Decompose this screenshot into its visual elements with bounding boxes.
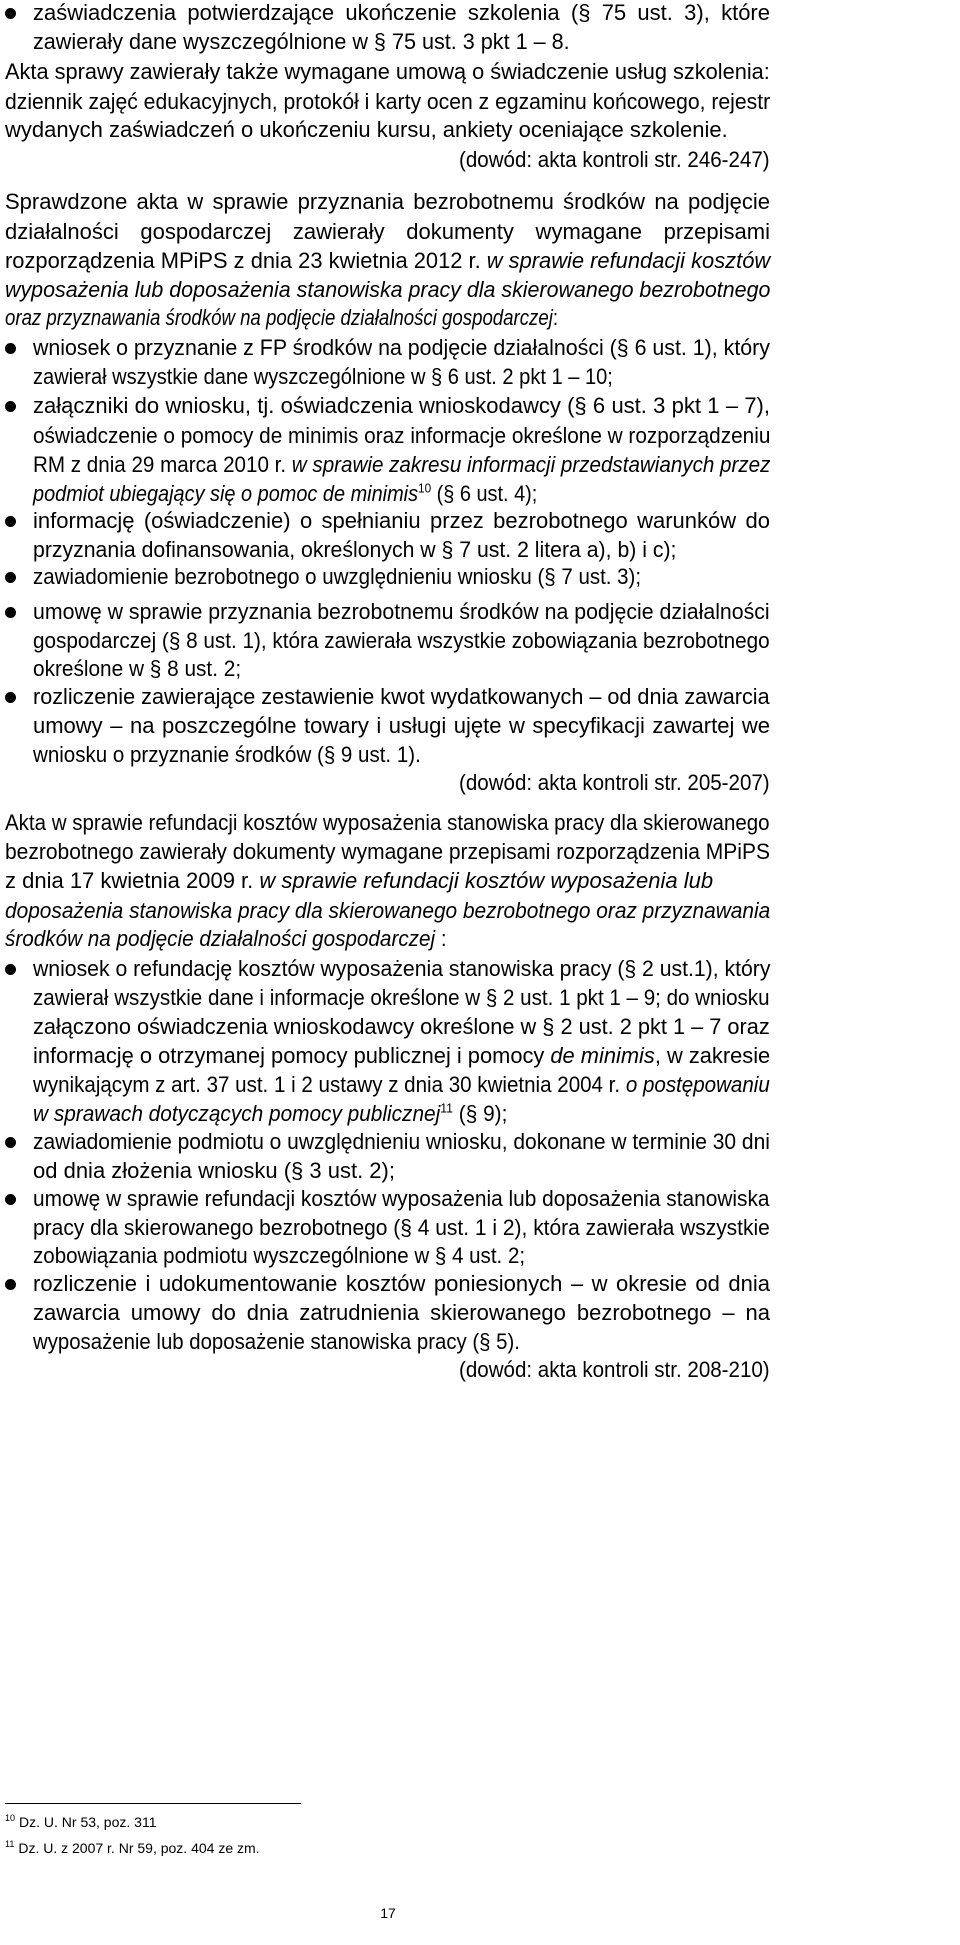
regulation-title: doposażenia stanowiska pracy dla skierowanego bezrobotnego oraz przyznawania: [5, 898, 771, 923]
paragraph-line: [5, 868, 770, 894]
list-item-line: załączono oświadczenia wnioskodawcy określone w § 2 ust. 2 pkt 1 – 7 oraz: [33, 1014, 770, 1039]
text-plain: :: [435, 926, 447, 951]
regulation-title: oraz przyznawania środków na podjęcie działalności gospodarczej: [5, 305, 553, 330]
paragraph-line: [5, 305, 558, 331]
text-plain: wynikającym z art. 37 ust. 1 i 2 ustawy z dnia 30 kwietnia 2004 r.: [33, 1072, 626, 1097]
text-plain: RM z dnia 29 marca 2010 r.: [33, 452, 292, 477]
paragraph-line: [5, 248, 770, 274]
list-item-line: zawarcia umowy do dnia zatrudnienia skierowanego bezrobotnego – na: [33, 1300, 770, 1325]
text-plain: (§ 9);: [452, 1101, 508, 1126]
text-plain: informację o otrzymanej pomocy publicznej i pomocy: [33, 1043, 551, 1068]
list-item-line: zawiadomienie bezrobotnego o uwzględnieniu wniosku (§ 7 ust. 3);: [33, 564, 642, 589]
footnote: [5, 1813, 156, 1831]
list-item-line: wniosek o refundację kosztów wyposażenia stanowiska pracy (§ 2 ust.1), który: [33, 956, 771, 981]
regulation-title: w sprawie zakresu informacji przedstawianych przez: [291, 452, 771, 477]
footnote-number: 11: [5, 1839, 15, 1850]
footnote-ref: 11: [440, 1100, 453, 1116]
evidence-note: (dowód: akta kontroli str. 205-207): [459, 770, 770, 795]
list-item-line: przyznania dofinansowania, określonych w § 7 ust. 2 litera a), b) i c);: [33, 537, 677, 562]
footnote-number: 10: [5, 1813, 16, 1824]
bullet-icon: [5, 516, 16, 527]
paragraph-line: dziennik zajęć edukacyjnych, protokół i karty ocen z egzaminu końcowego, rejestr: [5, 89, 771, 114]
bullet-icon: [5, 572, 16, 583]
regulation-title: wyposażenia lub doposażenia stanowiska pracy dla skierowanego bezrobotnego: [5, 277, 771, 302]
text-plain: z dnia 17 kwietnia 2009 r.: [5, 868, 260, 893]
paragraph-line: bezrobotnego zawierały dokumenty wymagane przepisami rozporządzenia MPiPS: [5, 839, 771, 864]
list-item-line: zawierał wszystkie dane i informacje określone w § 2 ust. 1 pkt 1 – 9; do wniosku: [33, 985, 770, 1010]
regulation-title: w sprawie refundacji kosztów wyposażenia lub: [259, 868, 714, 893]
paragraph-line: wydanych zaświadczeń o ukończeniu kursu, ankiety oceniające szkolenie.: [5, 117, 728, 142]
bullet-icon: [5, 8, 16, 19]
page-number: 17: [380, 1905, 396, 1921]
regulation-title: w sprawach dotyczących pomocy publicznej: [33, 1101, 441, 1126]
list-item-line: gospodarczej (§ 8 ust. 1), która zawierała wszystkie zobowiązania bezrobotnego: [33, 628, 770, 653]
list-item-line: umowę w sprawie refundacji kosztów wyposażenia lub doposażenia stanowiska: [33, 1186, 770, 1211]
regulation-title: w sprawie refundacji kosztów: [486, 248, 771, 273]
bullet-icon: [5, 607, 16, 618]
bullet-icon: [5, 401, 16, 412]
list-item-line: rozliczenie zawierające zestawienie kwot wydatkowanych – od dnia zawarcia: [33, 684, 770, 709]
list-item-line: umowy – na poszczególne towary i usługi ujęte w specyfikacji zawartej we: [33, 713, 770, 738]
paragraph-line: Akta sprawy zawierały także wymagane umową o świadczenie usług szkolenia:: [5, 59, 770, 84]
list-item-line: wniosku o przyznanie środków (§ 9 ust. 1).: [33, 742, 421, 767]
list-item-line: zaświadczenia potwierdzające ukończenie szkolenia (§ 75 ust. 3), które: [33, 0, 770, 25]
bullet-icon: [5, 692, 16, 703]
list-item-line: zobowiązania podmiotu wyszczególnione w § 4 ust. 2;: [33, 1243, 526, 1268]
text-plain: , w zakresie: [654, 1043, 771, 1068]
bullet-icon: [5, 964, 16, 975]
paragraph-line: Akta w sprawie refundacji kosztów wyposażenia stanowiska pracy dla skierowanego: [5, 810, 770, 835]
text-plain: :: [552, 305, 559, 330]
term: de minimis: [550, 1043, 655, 1068]
footnote-text: Dz. U. z 2007 r. Nr 59, poz. 404 ze zm.: [18, 1840, 260, 1856]
footnote-text: Dz. U. Nr 53, poz. 311: [19, 1814, 157, 1830]
list-item-line: [33, 1101, 507, 1127]
evidence-note: (dowód: akta kontroli str. 208-210): [459, 1357, 770, 1382]
list-item-line: [33, 481, 537, 507]
bullet-icon: [5, 1194, 16, 1205]
list-item-line: informację (oświadczenie) o spełnianiu przez bezrobotnego warunków do: [33, 508, 770, 533]
list-item-line: umowę w sprawie przyznania bezrobotnemu środków na podjęcie działalności: [33, 599, 770, 624]
list-item-line: [33, 452, 770, 478]
paragraph-line: działalności gospodarczej zawierały dokumenty wymagane przepisami: [5, 219, 770, 244]
list-item-line: zawierały dane wyszczególnione w § 75 ust. 3 pkt 1 – 8.: [33, 29, 570, 54]
list-item-line: od dnia złożenia wniosku (§ 3 ust. 2);: [33, 1158, 395, 1183]
text-plain: rozporządzenia MPiPS z dnia 23 kwietnia 2012 r.: [5, 248, 487, 273]
list-item-line: rozliczenie i udokumentowanie kosztów poniesionych – w okresie od dnia: [33, 1271, 770, 1296]
regulation-title: środków na podjęcie działalności gospodarczej: [5, 926, 436, 951]
paragraph-line: Sprawdzone akta w sprawie przyznania bezrobotnemu środków na podjęcie: [5, 189, 770, 214]
text-plain: (§ 6 ust. 4);: [431, 481, 538, 506]
list-item-line: określone w § 8 ust. 2;: [33, 656, 242, 681]
list-item-line: pracy dla skierowanego bezrobotnego (§ 4 ust. 1 i 2), która zawierała wszystkie: [33, 1215, 770, 1240]
list-item-line: [33, 1043, 770, 1069]
paragraph-line: [5, 926, 447, 952]
footnote-separator: [5, 1803, 301, 1804]
footnote: [5, 1839, 260, 1857]
evidence-note: (dowód: akta kontroli str. 246-247): [459, 147, 770, 172]
list-item-line: oświadczenie o pomocy de minimis oraz informacje określone w rozporządzeniu: [33, 423, 771, 448]
list-item-line: [33, 1072, 770, 1098]
list-item-line: zawierał wszystkie dane wyszczególnione w § 6 ust. 2 pkt 1 – 10;: [33, 364, 613, 389]
regulation-title: o postępowaniu: [625, 1072, 770, 1097]
list-item-line: załączniki do wniosku, tj. oświadczenia wnioskodawcy (§ 6 ust. 3 pkt 1 – 7),: [33, 393, 770, 418]
footnote-ref: 10: [418, 480, 432, 496]
bullet-icon: [5, 1279, 16, 1290]
list-item-line: wyposażenie lub doposażenie stanowiska pracy (§ 5).: [33, 1329, 520, 1354]
regulation-title: podmiot ubiegający się o pomoc de minimis: [33, 481, 419, 506]
bullet-icon: [5, 343, 16, 354]
list-item-line: wniosek o przyznanie z FP środków na podjęcie działalności (§ 6 ust. 1), który: [33, 335, 770, 360]
bullet-icon: [5, 1137, 16, 1148]
list-item-line: zawiadomienie podmiotu o uwzględnieniu wniosku, dokonane w terminie 30 dni: [33, 1129, 770, 1154]
